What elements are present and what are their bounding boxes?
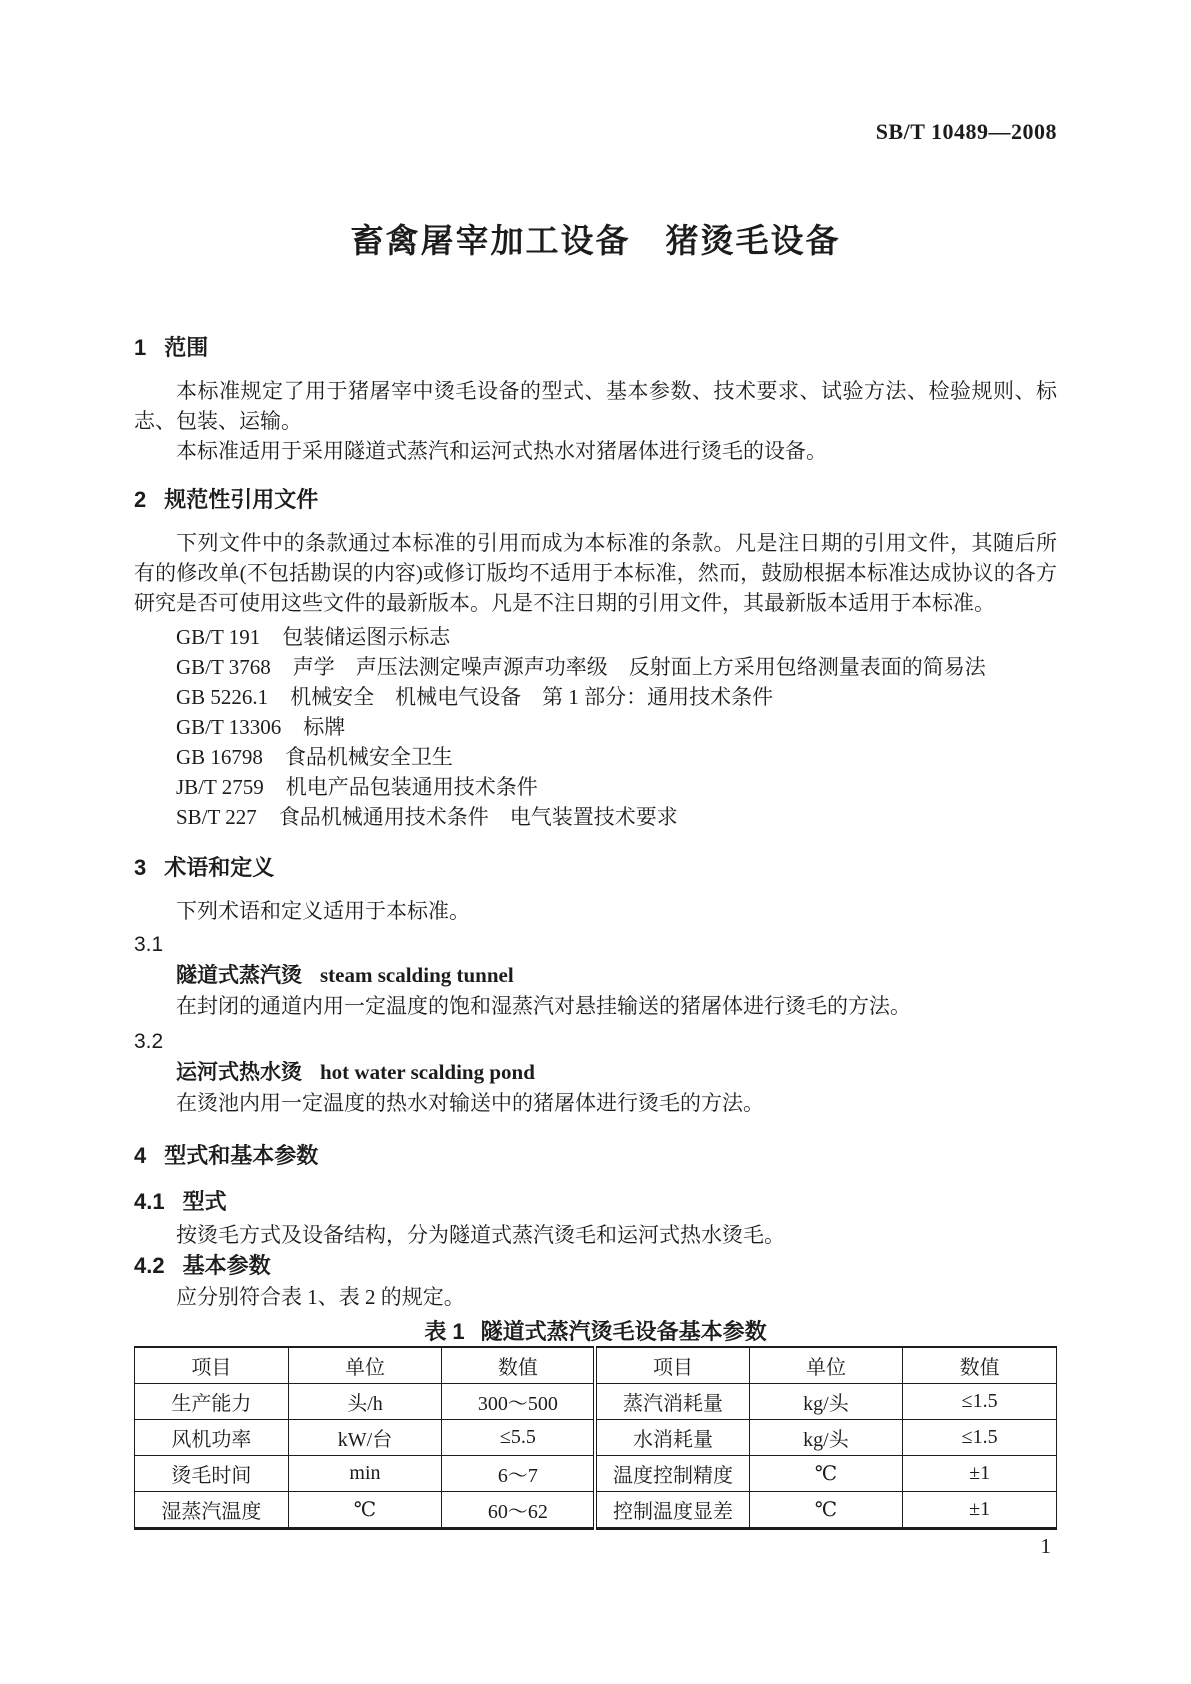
- section-number: 4.2: [134, 1253, 165, 1278]
- section-3-heading: [134, 854, 1057, 882]
- reference-title: 食品机械安全卫生: [284, 745, 453, 769]
- section-title: 规范性引用文件: [164, 487, 319, 512]
- table-row: [135, 1456, 1057, 1492]
- scope-paragraph-2: 本标准适用于采用隧道式蒸汽和运河式热水对猪屠体进行烫毛的设备。: [176, 439, 827, 463]
- section-title: 型式: [182, 1189, 227, 1214]
- table-cell: ℃: [749, 1492, 903, 1529]
- table-cell: ℃: [288, 1492, 442, 1529]
- table-cell: 蒸汽消耗量: [595, 1384, 749, 1420]
- reference-item: [134, 742, 1057, 772]
- table-caption-text: 隧道式蒸汽烫毛设备基本参数: [480, 1319, 767, 1344]
- table-header-row: [135, 1347, 1057, 1384]
- standard-number: SB/T 10489—2008: [875, 119, 1057, 144]
- table-cell: 湿蒸汽温度: [135, 1492, 289, 1529]
- table-cell: ℃: [749, 1456, 903, 1492]
- table-cell: kg/头: [749, 1384, 903, 1420]
- reference-item: [134, 682, 1057, 712]
- reference-title: 包装储运图示标志: [282, 625, 451, 649]
- table-cell: ±1: [903, 1492, 1057, 1529]
- section-number: 1: [134, 335, 147, 360]
- section-title: 术语和定义: [164, 855, 275, 880]
- table-cell: 6～7: [442, 1456, 596, 1492]
- table-header-cell: 数值: [903, 1347, 1057, 1384]
- reference-title: 机电产品包装通用技术条件: [285, 775, 538, 799]
- table-header-cell: 数值: [442, 1347, 596, 1384]
- section-number: 4.1: [134, 1189, 165, 1214]
- reference-item: [134, 712, 1057, 742]
- reference-code: GB/T 191: [176, 625, 261, 649]
- section-2-heading: [134, 486, 1057, 514]
- table-cell: ≤5.5: [442, 1420, 596, 1456]
- section-4-1-heading: [134, 1188, 1057, 1216]
- references-list: [134, 622, 1057, 832]
- types-paragraph: 按烫毛方式及设备结构，分为隧道式蒸汽烫毛和运河式热水烫毛。: [176, 1223, 785, 1247]
- table-cell: 300～500: [442, 1384, 596, 1420]
- table-cell: 控制温度显差: [595, 1492, 749, 1529]
- reference-item: [134, 802, 1057, 832]
- term-heading: [134, 960, 1057, 991]
- table-header-cell: 项目: [595, 1347, 749, 1384]
- reference-code: JB/T 2759: [176, 775, 264, 799]
- terms-intro-paragraph: 下列术语和定义适用于本标准。: [176, 899, 470, 923]
- reference-code: GB 16798: [176, 745, 263, 769]
- content-column: [134, 0, 1057, 1558]
- reference-item: [134, 772, 1057, 802]
- section-number: 2: [134, 487, 147, 512]
- table-cell: 生产能力: [135, 1384, 289, 1420]
- scope-paragraph-1: 本标准规定了用于猪屠宰中烫毛设备的型式、基本参数、技术要求、试验方法、检验规则、标志、包装、运输。: [134, 379, 1057, 433]
- parameters-paragraph: 应分别符合表 1、表 2 的规定。: [176, 1285, 465, 1309]
- table-row: [135, 1420, 1057, 1456]
- term-chinese: 隧道式蒸汽烫: [176, 964, 302, 987]
- table-row: [135, 1384, 1057, 1420]
- term-definition: 在封闭的通道内用一定温度的饱和湿蒸汽对悬挂输送的猪屠体进行烫毛的方法。: [176, 994, 911, 1018]
- table-cell: ≤1.5: [903, 1384, 1057, 1420]
- table-caption: [134, 1318, 1057, 1346]
- section-1-heading: [134, 334, 1057, 362]
- reference-code: GB/T 3768: [176, 655, 271, 679]
- reference-code: GB/T 13306: [176, 715, 282, 739]
- term-english: hot water scalding pond: [320, 1060, 535, 1084]
- section-title: 基本参数: [182, 1253, 271, 1278]
- reference-title: 机械安全 机械电气设备 第 1 部分：通用技术条件: [290, 685, 774, 709]
- term-english: steam scalding tunnel: [320, 963, 514, 987]
- reference-title: 食品机械通用技术条件 电气装置技术要求: [278, 805, 678, 829]
- table-header-cell: 单位: [749, 1347, 903, 1384]
- reference-title: 标牌: [303, 715, 346, 739]
- table-cell: 60～62: [442, 1492, 596, 1529]
- table-cell: kW/台: [288, 1420, 442, 1456]
- term-heading: [134, 1057, 1057, 1088]
- section-title: 范围: [164, 335, 209, 360]
- table-header-cell: 单位: [288, 1347, 442, 1384]
- table-caption-label: 表 1: [424, 1319, 465, 1344]
- reference-code: GB 5226.1: [176, 685, 269, 709]
- basic-parameters-table: [134, 1346, 1057, 1530]
- table-cell: 烫毛时间: [135, 1456, 289, 1492]
- reference-code: SB/T 227: [176, 805, 257, 829]
- term-chinese: 运河式热水烫: [176, 1061, 302, 1084]
- section-4-2-heading: [134, 1252, 1057, 1280]
- clause-number-3-2: 3.2: [134, 1030, 164, 1053]
- section-number: 4: [134, 1143, 147, 1168]
- document-title: 畜禽屠宰加工设备 猪烫毛设备: [350, 222, 841, 259]
- table-header-cell: 项目: [135, 1347, 289, 1384]
- reference-item: [134, 622, 1057, 652]
- table-cell: 风机功率: [135, 1420, 289, 1456]
- table-cell: kg/头: [749, 1420, 903, 1456]
- section-4-heading: [134, 1142, 1057, 1170]
- table-cell: ±1: [903, 1456, 1057, 1492]
- section-number: 3: [134, 855, 147, 880]
- reference-title: 声学 声压法测定噪声源声功率级 反射面上方采用包络测量表面的简易法: [292, 655, 986, 679]
- table-cell: min: [288, 1456, 442, 1492]
- section-title: 型式和基本参数: [164, 1143, 319, 1168]
- table-cell: ≤1.5: [903, 1420, 1057, 1456]
- references-intro-paragraph: 下列文件中的条款通过本标准的引用而成为本标准的条款。凡是注日期的引用文件，其随后所有的修改单(不包括勘误的内容)或修订版均不适用于本标准，然而，鼓励根据本标准达成协议的各方研究是否可使用这些文件的最新版本。凡是不注日期的引用文件，其最新版本适用于本标准。: [134, 531, 1057, 615]
- table-row: [135, 1492, 1057, 1529]
- reference-item: [134, 652, 1057, 682]
- page-number: 1: [1040, 1534, 1051, 1558]
- table-cell: 头/h: [288, 1384, 442, 1420]
- term-definition: 在烫池内用一定温度的热水对输送中的猪屠体进行烫毛的方法。: [176, 1091, 764, 1115]
- table-cell: 温度控制精度: [595, 1456, 749, 1492]
- clause-number-3-1: 3.1: [134, 933, 164, 956]
- table-cell: 水消耗量: [595, 1420, 749, 1456]
